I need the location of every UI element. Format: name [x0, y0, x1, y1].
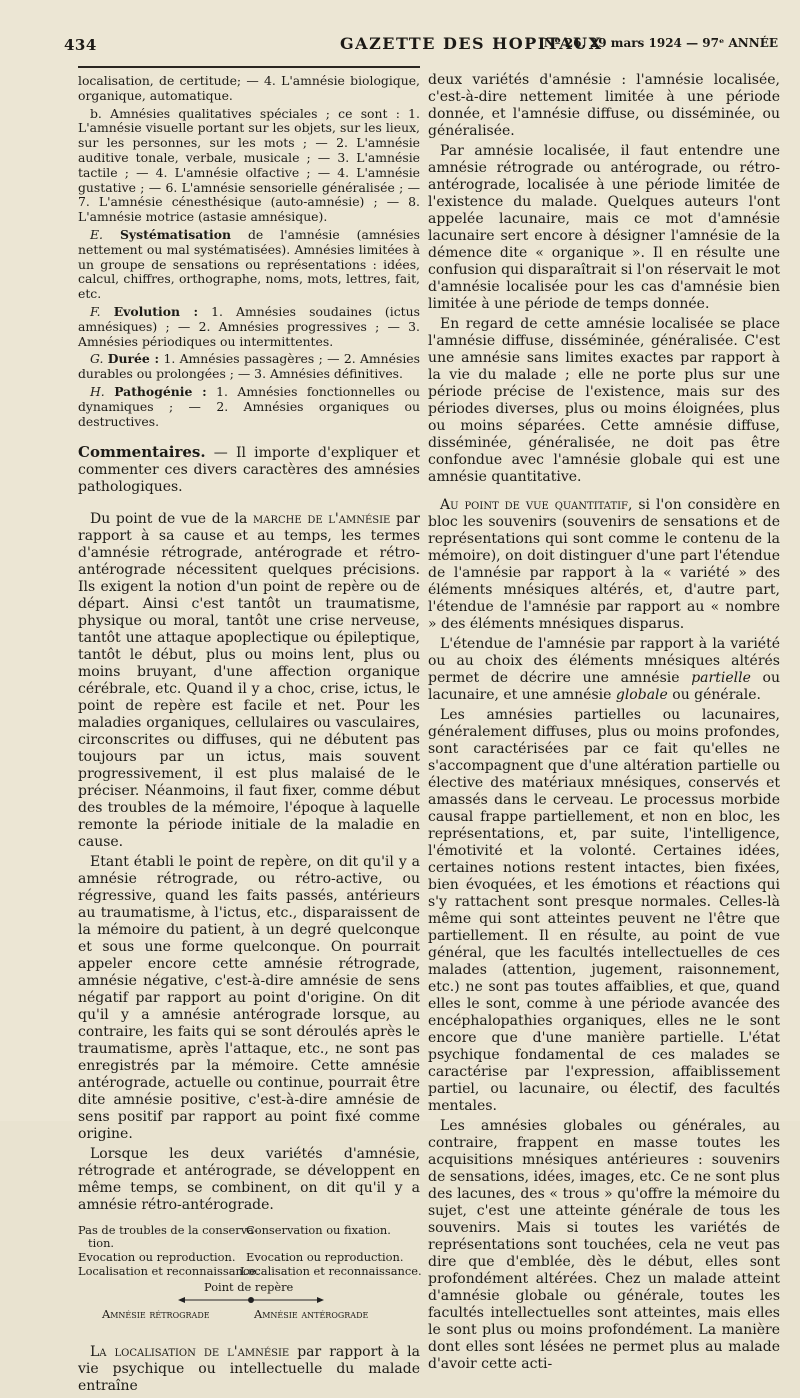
diagram-origin-label: Point de repère [204, 1280, 294, 1295]
amnesia-diagram [78, 1224, 420, 1336]
paragraph-text: L'étendue de l'amnésie par rapport à la variété ou au choix des éléments mnésiques altérés permet de décrire une amnésie [428, 636, 780, 686]
diagram-label: Evocation ou reproduction. [78, 1250, 236, 1265]
paragraph-text: par rapport à sa cause et au temps, les termes d'amnésie rétrograde, antérograde et rétro-antérograde nécessitent quelques précisions. Ils exigent la notion d'un point de repère ou de départ. Ainsi c'est tantôt un traumatisme, physique ou moral, tantôt une crise nerveuse, tantôt une attaque apoplectique ou épileptique, tantôt le début, plus ou moins lent, plus ou moins bruyant, d'une affection organique cérébrale, etc. Quand il y a choc, crise, ictus, le point de repère est facile et net. Pour les maladies organiques, cellulaires ou vasculaires, circonscrites ou diffuses, qui ne débutent pas toujours par un ictus, mais souvent progressivement, il est plus malaisé de le préciser. Néanmoins, il faut fixer, comme début des troubles de la mémoire, l'époque à laquelle remonte la période initiale de la maladie en cause. [78, 511, 420, 851]
small-caps-term: La localisation de l'amnésie [90, 1344, 290, 1361]
right-arrowhead-icon [317, 1297, 324, 1303]
journal-title: GAZETTE DES HOPITAUX [340, 34, 603, 53]
paragraph-text: Du point de vue de la [90, 511, 248, 528]
section-title: Systématisation [119, 226, 231, 242]
section-text: 1. Amnésies fonctionnelles ou dynamiques ; — 2. Amnésies organiques ou destructives. [78, 383, 420, 429]
spacer [78, 499, 420, 511]
paragraph-text: ou générale. [672, 687, 761, 703]
section-text: de l'amnésie (amnésies nettement ou mal systématisées). Amnésies limitées à un groupe de sensations ou représentations : idées, calcul, chiffres, orthographe, noms, mots, lettres, fait, etc. [78, 226, 420, 302]
paragraph [78, 1344, 420, 1395]
section-e [78, 228, 420, 302]
paragraph-text: ou lacunaire, et une amnésie [428, 670, 780, 703]
paragraph: Etant établi le point de repère, on dit qu'il y a amnésie rétrograde, ou rétro-active, ou régressive, quand les faits passés, antérieurs au traumatisme, à l'ictus, etc., disparaissent de la mémoire du patient, à un degré quelconque et sous une forme quelconque. On pourrait appeler encore cette amnésie rétrograde, amnésie négative, c'est-à-dire amnésie de sens négatif par rapport au point d'origine. On dit qu'il y a amnésie antérograde lorsque, au contraire, les faits qui se sont déroulés après le traumatisme, après l'attaque, etc., ne sont pas enregistrés par la mémoire. Cette amnésie antérograde, actuelle ou continue, pourrait être dite amnésie positive, c'est-à-dire amnésie de sens positif par rapport au point fixé comme origine. [78, 854, 420, 1143]
paragraph: Lorsque les deux variétés d'amnésie, rétrograde et antérograde, se développent en même temps, se combinent, on dit qu'il y a amnésie rétro-antérograde. [78, 1146, 420, 1214]
header-rule [78, 66, 420, 68]
italic-term: globale [615, 687, 668, 703]
section-letter: F. [90, 303, 101, 319]
page-header [64, 30, 778, 70]
section-text: 1. Amnésies soudaines (ictus amnésiques) ; — 2. Amnésies progressives ; — 3. Amnésies périodiques ou intermittentes. [78, 303, 420, 349]
spacer [428, 489, 780, 497]
section-h [78, 385, 420, 429]
commentaires-heading: Commentaires. [78, 443, 206, 462]
paragraph [428, 497, 780, 633]
origin-point-icon [248, 1297, 254, 1303]
section-f [78, 305, 420, 349]
timeline-arrows [176, 1294, 326, 1306]
section-title: Evolution : [113, 303, 199, 319]
paragraph: deux variétés d'amnésie : l'amnésie localisée, c'est-à-dire nettement limitée à une période donnée, et l'amnésie diffuse, ou disséminée, ou généralisée. [428, 72, 780, 139]
paragraph [428, 636, 780, 704]
paragraph: Les amnésies partielles ou lacunaires, généralement diffuses, plus ou moins profondes, sont caractérisées par ce fait qu'elles ne s'accompagnent que d'une altération partielle ou élective des matériaux mnésiques, conservés et amassés dans le cerveau. Le processus morbide causal frappe partiellement, et non en bloc, les représentations, et, par suite, l'intelligence, l'émotivité et la volonté. Certaines idées, certaines notions restent intactes, bien fixées, bien évoquées, et les émotions et réactions qui s'y rattachent sont presque normales. Celles-là même qui sont atteintes peuvent ne l'être que partiellement. Il en résulte, au point de vue général, que les facultés intellectuelles de ces malades (attention, jugement, raisonnement, etc.) ne sont pas toutes affaiblies, et que, quand elles le sont, comme à une période avancée des encéphalopathies organiques, elles ne le sont encore que d'une manière partielle. L'état psychique fondamental de ces malades se caractérise par l'expression, affaiblissement partiel, ou lacunaire, ou électif, des facultés mentales. [428, 707, 780, 1114]
section-title: Durée : [107, 351, 160, 367]
italic-term: partielle [691, 670, 751, 686]
diagram-label: Conservation ou fixation. [246, 1223, 391, 1238]
paragraph [78, 511, 420, 851]
section-text: 1. Amnésies passagères ; — 2. Amnésies durables ou prolongées ; — 3. Amnésies définitives. [78, 351, 420, 382]
paragraph: Les amnésies globales ou générales, au contraire, frappent en masse toutes les acquisitions mnésiques antérieures : souvenirs de sensations, idées, images, etc. Ce ne sont plus des lacunes, des « trous » qu'offre la mémoire du sujet, c'est une atteinte générale de tous les souvenirs. Mais si toutes les variétés de représentations sont touchées, cela ne veut pas dire que d'emblée, dès le début, elles sont profondément altérées. Chez un malade atteint d'amnésie globale ou générale, toutes les facultés intellectuelles sont atteintes, mais elles le sont plus ou moins profondément. La manière dont elles sont lésées ne permet plus au malade d'avoir cette acti- [428, 1118, 780, 1372]
section-g [78, 352, 420, 382]
diagram-label: tion. [88, 1236, 115, 1251]
left-arrowhead-icon [178, 1297, 185, 1303]
paragraph-text: si l'on considère en bloc les souvenirs (souvenirs de sensations et de représentations qui sont comme le contenu de la mémoire), on doit distinguer d'une part l'étendue de l'amnésie par rapport à la « variété » des éléments mnésiques altérés, et, d'autre part, l'étendue de l'amnésie par rapport au « nombre » des éléments mnésiques disparus. [428, 497, 781, 632]
diagram-label: Pas de troubles de la conserva- [78, 1223, 258, 1238]
diagram-arrow-label: Amnésie antérograde [254, 1307, 369, 1322]
paragraph: En regard de cette amnésie localisée se place l'amnésie diffuse, disséminée, généralisée. C'est une amnésie sans limites exactes par rapport à la vie du malade ; elle ne porte plus sur une période précise de l'existence, mais sur des périodes diverses, plus ou moins éloignées, plus ou moins séparées. Cette amnésie diffuse, disséminée, généralisée, ne doit pas être confondue avec l'amnésie globale qui est une amnésie quantitative. [428, 316, 780, 485]
list-item: localisation, de certitude; — 4. L'amnésie biologique, organique, automatique. [78, 73, 420, 103]
commentaires-intro [78, 444, 420, 496]
small-caps-term: marche de l'amnésie [253, 511, 391, 528]
issue-info: Nº 26, 29 mars 1924 — 97ᵉ ANNÉE [543, 36, 778, 50]
paragraph: Par amnésie localisée, il faut entendre une amnésie rétrograde ou antérograde, ou rétro-antérograde, localisée à une période limitée de l'existence du malade. Quelques auteurs l'ont appelée lacunaire, mais ce mot d'amnésie lacunaire sert encore à désigner l'amnésie de la démence dite « organique ». Il en résulte une confusion qui disparaîtrait si l'on réservait le mot d'amnésie localisée pour les cas d'amnésie bien limitée à une période de temps donnée. [428, 143, 780, 312]
paragraph-text: par rapport à la vie psychique ou intellectuelle du malade entraîne [78, 1344, 421, 1395]
left-column [78, 74, 420, 1398]
section-letter: E. [90, 226, 103, 242]
section-letter: G. [90, 351, 104, 367]
diagram-label: Localisation et reconnaissance. [240, 1264, 422, 1279]
small-caps-term: Au point de vue quantitatif, [440, 497, 633, 513]
list-item: b. Amnésies qualitatives spéciales ; ce sont : 1. L'amnésie visuelle portant sur les objets, sur les lieux, sur les personnes, sur les mots ; — 2. L'amnésie auditive tonale, verbale, musicale ; — 3. L'amnésie tactile ; — 4. L'amnésie olfactive ; — 4. L'amnésie gustative ; — 6. L'amnésie sensorielle généralisée ; — 7. L'amnésie cénesthésique (auto-amnésie) ; — 8. L'amnésie motrice (astasie amnésique). [78, 105, 420, 225]
page-number: 434 [64, 36, 97, 54]
section-title: Pathogénie : [114, 383, 207, 399]
commentaires-text: — Il importe d'expliquer et commenter ces divers caractères des amnésies pathologiques. [78, 445, 420, 496]
section-letter: H. [90, 383, 105, 399]
right-column [428, 72, 780, 1376]
diagram-arrow-label: Amnésie rétrograde [102, 1307, 210, 1322]
diagram-label: Evocation ou reproduction. [246, 1250, 404, 1265]
diagram-label: Localisation et reconnaissance. [78, 1264, 260, 1279]
